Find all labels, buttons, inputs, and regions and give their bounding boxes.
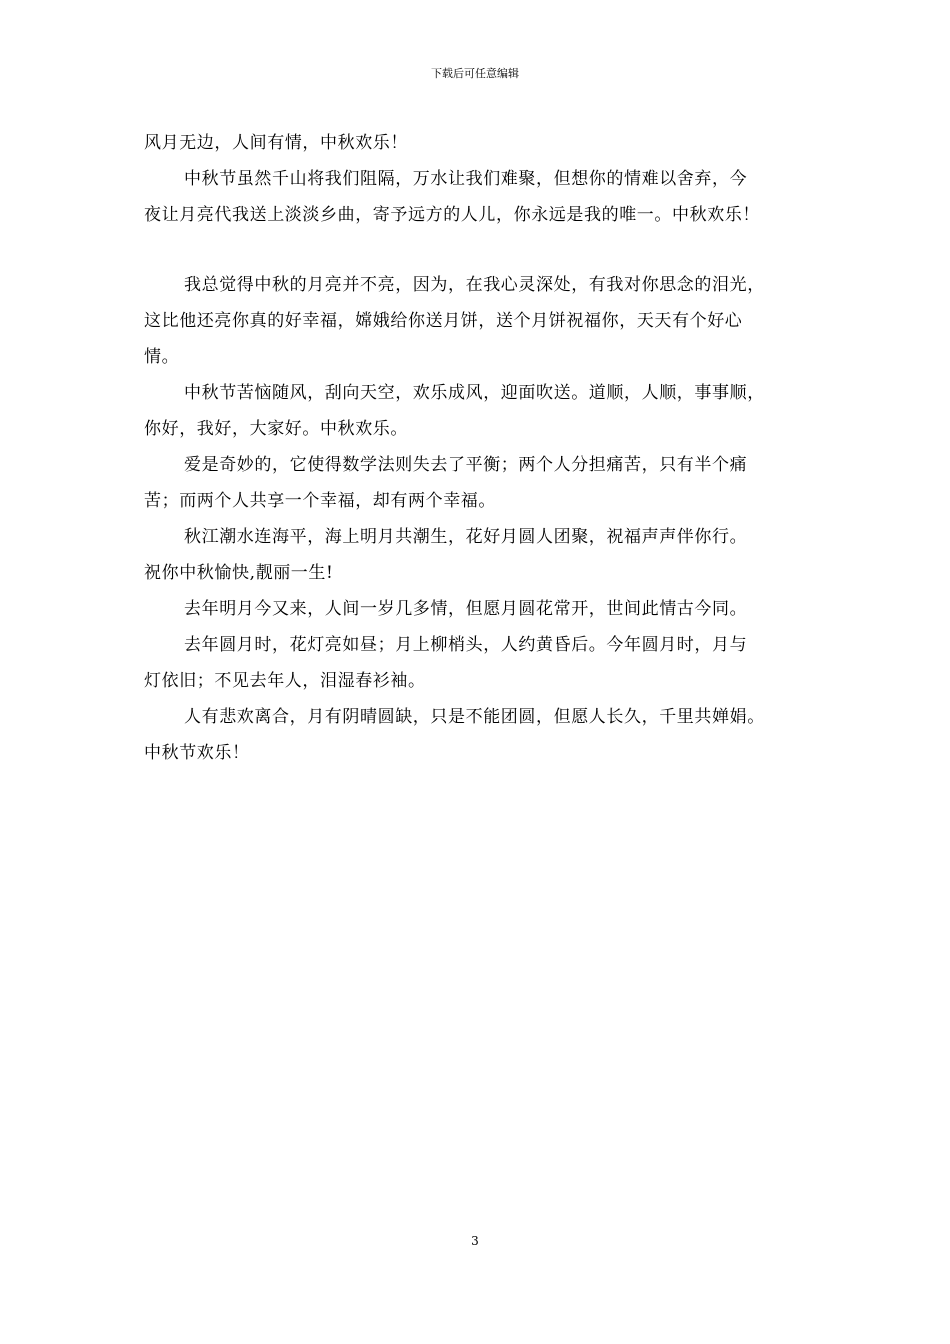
paragraph-line: 夜让月亮代我送上淡淡乡曲，寄予远方的人儿，你永远是我的唯一。中秋欢乐！: [144, 205, 760, 225]
paragraph: [144, 627, 810, 699]
paragraph: [144, 125, 810, 161]
paragraph: [144, 375, 810, 447]
paragraph-line: 我总觉得中秋的月亮并不亮，因为，在我心灵深处，有我对你思念的泪光，: [184, 275, 765, 295]
paragraph-line: 人有悲欢离合，月有阴晴圆缺，只是不能团圆，但愿人长久，千里共婵娟。: [184, 707, 765, 727]
paragraph-line: 去年明月今又来，人间一岁几多情，但愿月圆花常开，世间此情古今同。: [184, 599, 748, 619]
paragraph-line: 情。: [144, 347, 180, 367]
paragraph: [144, 267, 810, 375]
paragraph-line: 爱是奇妙的，它使得数学法则失去了平衡；两个人分担痛苦，只有半个痛: [184, 455, 748, 475]
paragraph-spacer: [144, 233, 810, 267]
paragraph-line: 灯依旧；不见去年人，泪湿春衫袖。: [144, 671, 426, 691]
paragraph: [144, 699, 810, 771]
document-body: [144, 125, 810, 771]
paragraph-line: 这比他还亮你真的好幸福，嫦娥给你送月饼，送个月饼祝福你，天天有个好心: [144, 311, 743, 331]
page-header: 下载后可任意编辑: [431, 67, 519, 80]
paragraph: [144, 591, 810, 627]
paragraph: [144, 447, 810, 519]
paragraph-line: 中秋节虽然千山将我们阻隔，万水让我们难聚，但想你的情难以舍弃，今: [184, 169, 748, 189]
paragraph-line: 祝你中秋愉快,靓丽一生!: [144, 563, 334, 583]
page-number: 3: [471, 1234, 479, 1248]
paragraph: [144, 519, 810, 591]
paragraph-line: 你好，我好，大家好。中秋欢乐。: [144, 419, 408, 439]
paragraph: [144, 161, 810, 233]
paragraph-line: 苦；而两个人共享一个幸福，却有两个幸福。: [144, 491, 496, 511]
paragraph-line: 风月无边，人间有情，中秋欢乐！: [144, 133, 408, 153]
paragraph-line: 中秋节欢乐！: [144, 743, 250, 763]
paragraph-line: 去年圆月时，花灯亮如昼；月上柳梢头，人约黄昏后。今年圆月时，月与: [184, 635, 748, 655]
paragraph-line: 中秋节苦恼随风，刮向天空，欢乐成风，迎面吹送。道顺，人顺，事事顺，: [184, 383, 765, 403]
paragraph-line: 秋江潮水连海平，海上明月共潮生，花好月圆人团聚，祝福声声伴你行。: [184, 527, 748, 547]
